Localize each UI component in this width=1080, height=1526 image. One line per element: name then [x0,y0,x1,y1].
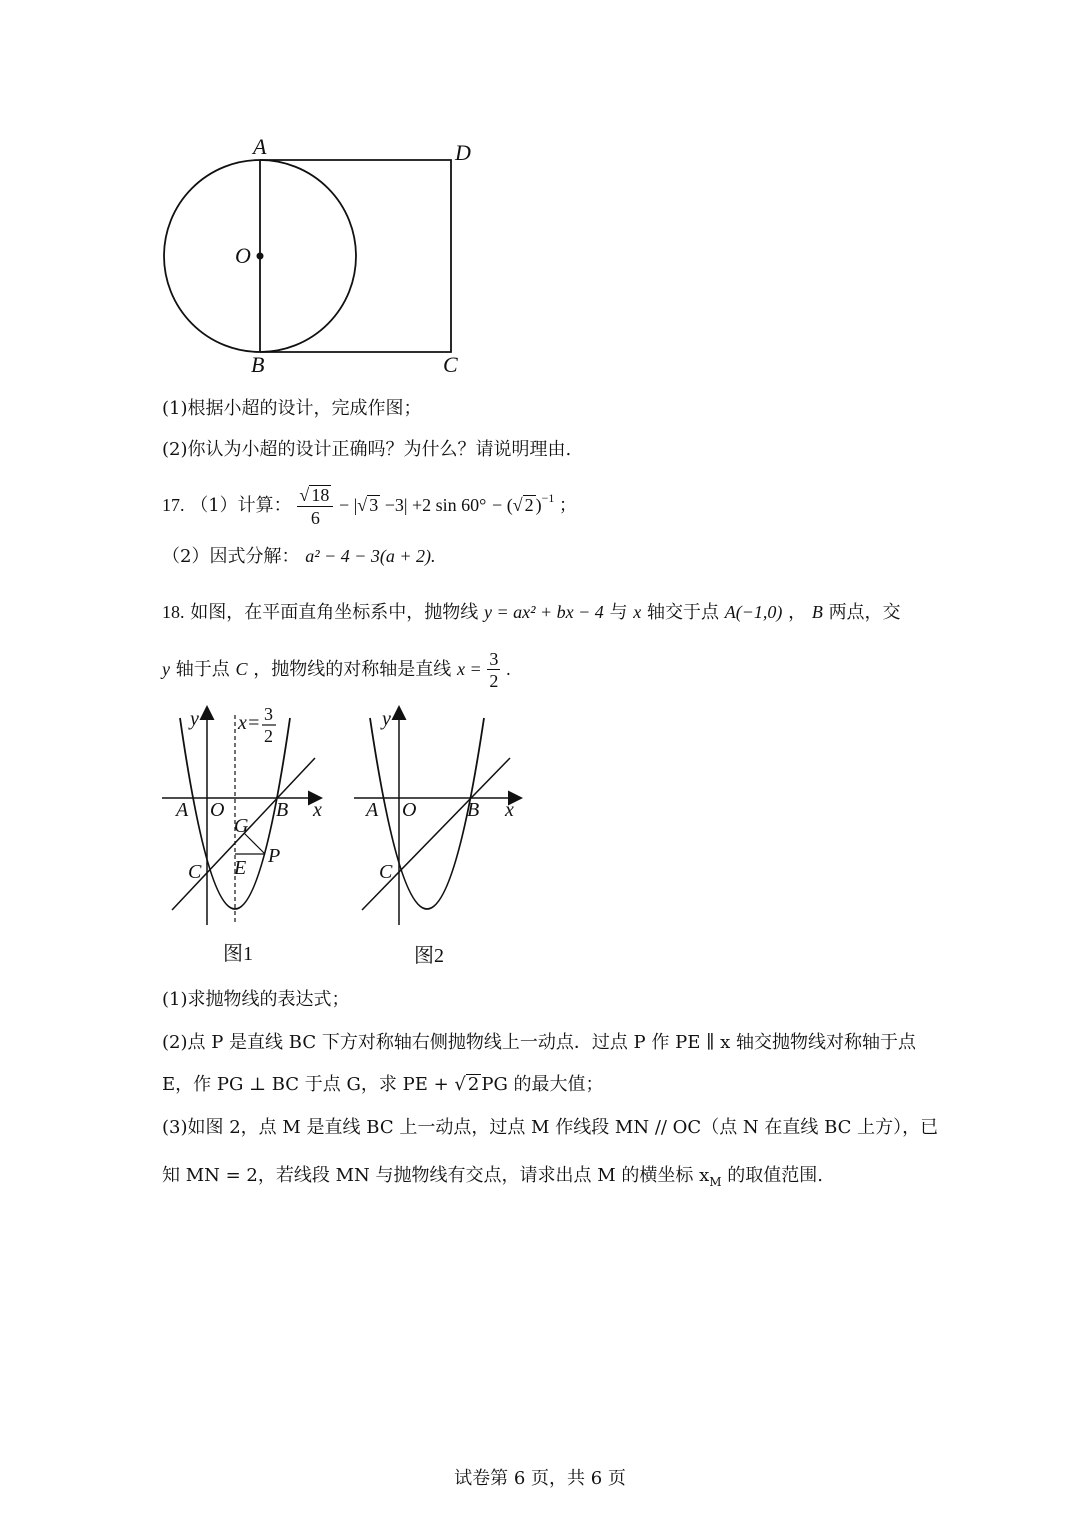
q18-part1: (1)求抛物线的表达式； [162,989,350,1010]
q17-number: 17. [162,495,185,515]
q18-period: . [506,659,511,679]
q17-part1-label: （1）计算： [190,495,292,516]
label-c: C [443,352,458,377]
q17-part2-label: （2）因式分解： [162,546,300,567]
fig1-label-axis-den: 2 [264,726,273,746]
q18-part2-line2: E，作 PG ⊥ BC 于点 G，求 PE + √ 2 PG 的最大值； [162,1074,604,1095]
center-dot [257,253,264,260]
q17-sqrt2: 2 [524,495,534,515]
fig1-caption: 图1 [223,943,253,965]
label-d: D [455,140,471,165]
fig2-label-a: A [366,799,379,821]
q16-part2: (2)你认为小超的设计正确吗？为什么？请说明理由. [162,439,572,460]
q18-part2-line1: (2)点 P 是直线 BC 下方对称轴右侧抛物线上一动点．过点 P 作 PE ∥ x 轴交抛物线对称轴于点 [162,1032,916,1053]
q18-part3-line2 [162,1163,823,1190]
q18-frac-den: 2 [489,671,499,691]
fig1-label-x: x [313,799,322,821]
q17-abs-term: − |√ 3 −3| [339,495,412,515]
q18-part2-rad: 2 [467,1074,480,1095]
q18-part3-line2a: 知 MN = 2，若线段 MN 与抛物线有交点，请求出点 M 的横坐标 x [162,1165,710,1186]
label-a: A [253,134,267,159]
q18-point-b: B [811,602,823,622]
q17-part2-expr: a² − 4 − 3(a + 2). [305,546,436,566]
q18-part2-line2b: PG 的最大值； [481,1074,604,1095]
q18-number: 18. [162,602,185,622]
q17-exp: −1 [541,491,555,505]
figure-2 [352,700,527,975]
q17-part1 [162,480,577,530]
q17-part2 [162,543,436,570]
q18-part3-sub: M [709,1175,722,1189]
fig1-label-p: P [268,845,281,867]
fig2-label-o: O [402,799,417,821]
q18-text1d: ， [788,602,807,623]
fig2-label-b: B [467,799,480,821]
q18-text2a: 轴于点 [175,659,230,680]
q18-axis-fraction [487,650,500,690]
q18-line2 [162,645,511,693]
q17-power-term: − (√ 2 )$^{-1}$ [492,491,555,515]
label-o: O [235,243,251,268]
fig1-label-o: O [210,799,225,821]
page-footer: 试卷第 6 页，共 6 页 [454,1468,626,1489]
fig2-caption: 图2 [414,945,444,967]
q17-sin-term: +2 sin 60° [411,495,487,515]
figure-1 [160,700,330,975]
q18-y-var: y [162,659,170,679]
q18-text1e: 两点，交 [828,602,901,623]
q18-text1b: 与 [609,602,628,623]
q17-minus3: −3 [384,495,404,515]
q16-part1: (1)根据小超的设计，完成作图； [162,398,422,419]
q18-frac-num: 3 [489,649,499,669]
fig1-label-e: E [234,857,247,879]
q17-den: 6 [310,508,320,529]
fig1-label-g: G [234,815,249,837]
q18-x-var: x [633,602,642,622]
fig1-label-b: B [276,799,289,821]
q18-part3-line1: (3)如图 2，点 M 是直线 BC 上一动点，过点 M 作线段 MN // OC（点 N 在直线 BC 上方），已 [162,1117,939,1138]
q18-part2-line2a: E，作 PG ⊥ BC 于点 G，求 PE + [162,1074,455,1095]
q18-part3-line2b: 的取值范围. [721,1165,823,1186]
q18-parabola-eq: y = ax² + bx − 4 [483,602,604,622]
q18-text1c: 轴交于点 [646,602,719,623]
fig1-label-axis-num: 3 [264,704,273,724]
fig2-line-bc [362,758,510,910]
label-b: B [251,352,265,377]
fig2-label-y: y [382,708,391,730]
fig1-label-axis-x: x= [238,712,261,734]
fig1-label-y: y [190,708,199,730]
q17-sqrt3: 3 [369,495,379,515]
q18-point-c: C [235,659,248,679]
fig2-label-x: x [505,799,514,821]
fig2-label-c: C [379,861,393,883]
q17-fraction: $\frac{√ 18}{6}$ [297,485,333,528]
q17-semicolon: ； [558,495,577,516]
fig1-label-a: A [176,799,189,821]
q18-text1a: 如图，在平面直角坐标系中，抛物线 [190,602,479,623]
fig1-label-c: C [188,861,202,883]
q17-sqrt18: 18 [311,484,330,505]
q18-line1 [162,599,901,626]
q18-text2b: ，抛物线的对称轴是直线 [253,659,452,680]
circle-rectangle-figure [150,130,490,380]
q18-point-a: A(−1,0) [724,602,783,622]
q18-axis-eq: x = [456,659,482,679]
